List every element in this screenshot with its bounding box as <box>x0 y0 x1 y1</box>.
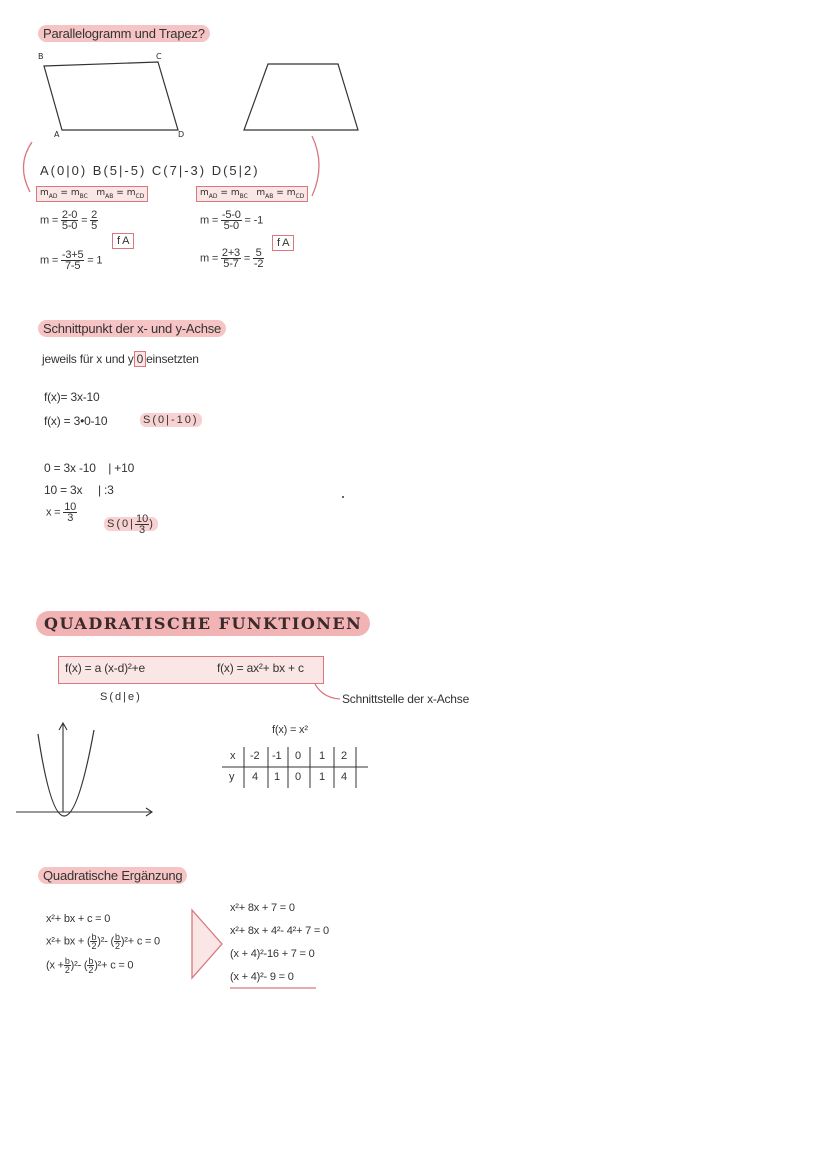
equation-1: f(x)= 3x-10 <box>44 390 100 404</box>
table-cell-x: -2 <box>250 750 260 762</box>
points-line: A(0|0) B(5|-5) C(7|-3) D(5|2) <box>40 163 260 178</box>
example-line-4: (x + 4)²- 9 = 0 <box>230 971 294 983</box>
table-title: f(x) = x² <box>272 724 308 736</box>
section3-title: QUADRATISCHE FUNKTIONEN <box>36 614 370 633</box>
table-cell-y: 1 <box>274 771 280 783</box>
annotation-text: Schnittstelle der x-Achse <box>342 692 470 706</box>
instruction: jeweils für x und y 0 einsetzten <box>42 352 199 366</box>
triangle-arrow <box>192 910 222 978</box>
equation-5: x = $\frac{10}{3}$ <box>46 501 77 524</box>
slope-right-1: m = $\frac{-5-0}{5-0}$ = -1 <box>200 209 263 232</box>
example-line-2: x²+ 8x + 4²- 4²+ 7 = 0 <box>230 925 329 937</box>
table-cell-x: 0 <box>295 750 301 762</box>
parabola-curve <box>38 730 94 816</box>
slope-left-1: m = $\frac{2-0}{5-0}$ = $\frac{2}{5}$ <box>40 209 98 232</box>
table-cell-x: 2 <box>341 750 347 762</box>
table-cell-y: 1 <box>319 771 325 783</box>
x-intercept: S(0| $\frac{10}{3}$ ) <box>104 514 158 535</box>
condition-box-left: $m_{AD} = m_{BC}$ $m_{AB} = m_{CD}$ <box>36 186 148 202</box>
completion-line-3: (x + $\frac{b}{2}$ )²- ( $\frac{b}{2}$ )²+ c = 0 <box>46 956 134 975</box>
vertex-label-b: B <box>38 52 44 61</box>
slope-left-2: m = $\frac{-3+5}{7-5}$ = 1 <box>40 249 103 272</box>
table-row-y-label: y <box>229 771 235 783</box>
verdict-left: f A <box>112 233 134 249</box>
vertex-label-a: A <box>54 130 60 139</box>
table-cell-y: 4 <box>252 771 258 783</box>
completion-line-1: x²+ bx + c = 0 <box>46 913 111 925</box>
table-cell-x: 1 <box>319 750 325 762</box>
left-bracket <box>23 142 32 192</box>
stray-dot <box>342 496 344 498</box>
vertex-point: S(d|e) <box>100 691 142 703</box>
condition-box-right: $m_{AD} = m_{BC}$ $m_{AB} = m_{CD}$ <box>196 186 308 202</box>
y-intercept: S(0|-10) <box>140 414 202 426</box>
table-row-x-label: x <box>230 750 236 762</box>
equation-3: 0 = 3x -10 | +10 <box>44 461 135 475</box>
section4-title: Quadratische Ergänzung <box>38 868 187 883</box>
right-bracket <box>312 136 319 196</box>
vertex-label-d: D <box>178 130 185 139</box>
table-cell-y: 4 <box>341 771 347 783</box>
general-form: f(x) = ax²+ bx + c <box>217 661 304 675</box>
vertex-label-c: C <box>156 52 162 61</box>
example-line-1: x²+ 8x + 7 = 0 <box>230 902 295 914</box>
table-cell-x: -1 <box>272 750 282 762</box>
table-cell-y: 0 <box>295 771 301 783</box>
verdict-right: f A <box>272 235 294 251</box>
parallelogram-shape <box>44 62 178 130</box>
formula-box <box>58 656 324 684</box>
slope-right-2: m = $\frac{2+3}{5-7}$ = $\frac{5}{-2}$ <box>200 247 264 270</box>
trapezoid-shape <box>244 64 358 130</box>
example-line-3: (x + 4)²-16 + 7 = 0 <box>230 948 315 960</box>
equation-4: 10 = 3x | :3 <box>44 483 114 497</box>
section2-title: Schnittpunkt der x- und y-Achse <box>38 321 226 336</box>
completion-line-2: x²+ bx + ( $\frac{b}{2}$ )²- ( $\frac{b}{2}$ )²+ c = 0 <box>46 932 160 951</box>
equation-2: f(x) = 3•0-10 <box>44 414 108 428</box>
section1-title: Parallelogramm und Trapez? <box>38 26 210 41</box>
vertex-form: f(x) = a (x-d)²+e <box>65 661 145 675</box>
